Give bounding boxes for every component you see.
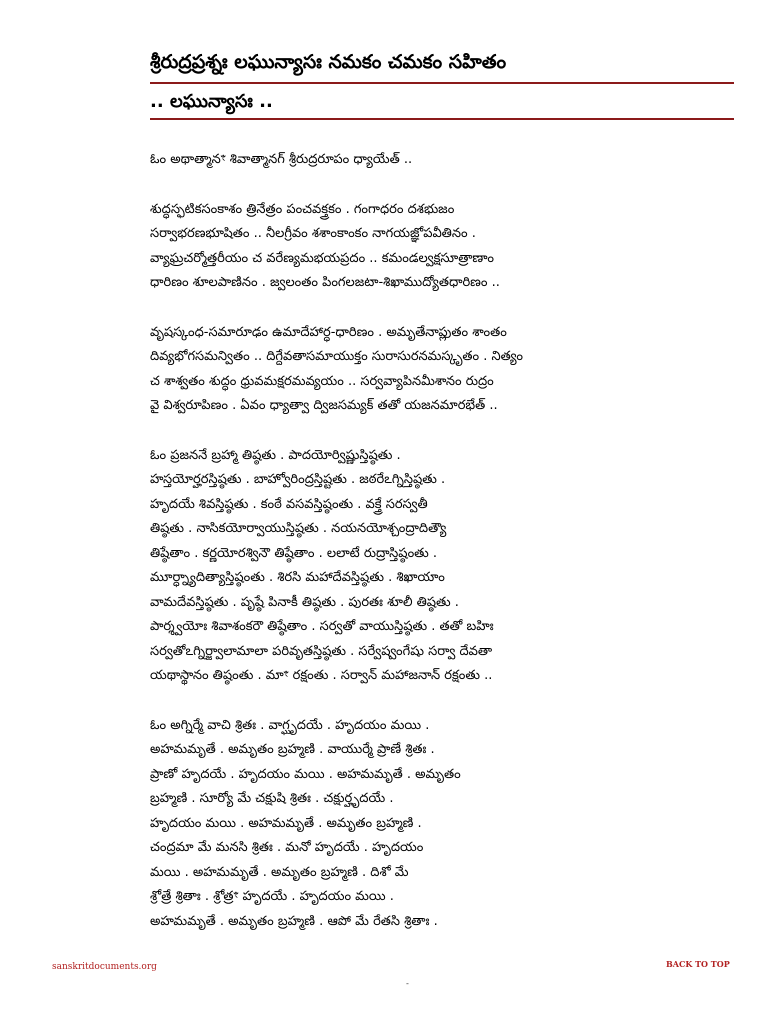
document-title: శ్రీరుద్రప్రశ్నః లఘున్యాసః నమకం చమకం సహితం — [150, 51, 507, 73]
verse-line: వామదేవస్తిష్ఠతు . పృష్ఠే పినాకీ తిష్ఠతు . పురతః శూలీ తిష్ఠతు . — [150, 594, 459, 610]
document-body — [150, 148, 734, 959]
verse-line: వృషస్కంధ-సమారూఢం ఉమాదేహార్ధ-ధారిణం . అమృతేనాప్లుతం శాంతం — [150, 324, 507, 340]
section-heading: .. లఘున్యాసః .. — [150, 91, 273, 112]
verse-line: తిష్ఠేతాం . కర్ణయోరశ్వినౌ తిష్ఠేతాం . లలాటే రుద్రాస్తిష్ఠంతు . — [150, 545, 438, 561]
verse-stanza — [150, 714, 734, 935]
verse-line: చ శాశ్వతం శుద్ధం ధ్రువమక్షరమవ్యయం .. సర్వవ్యాపినమీశానం రుద్రం — [150, 373, 494, 389]
section-divider — [150, 118, 734, 120]
verse-line: అహమమృతే . అమృతం బ్రహ్మణి . ఆపో మే రేతసి శ్రితాః . — [150, 913, 438, 929]
verse-line: దివ్యభోగసమన్వితం .. దిగ్దేవతాసమాయుక్తం సురాసురనమస్కృతం . నిత్యం — [150, 349, 523, 364]
verse-line: ఓం అగ్నిర్మే వాచి శ్రితః . వాగ్ఘృదయే . హృదయం మయి . — [150, 717, 430, 733]
verse-line: వ్యాఘ్రచర్మోత్తరీయం చ వరేణ్యమభయప్రదం .. కమండల్వక్షసూత్రాణాం — [150, 250, 495, 266]
verse-line: మయి . అహమమృతే . అమృతం బ్రహ్మణి . దిశో మే — [150, 864, 409, 880]
verse-line: యథాస్థానం తిష్ఠంతు . మాꣳ రక్షంతు . సర్వాన్ మహాజనాన్ రక్షంతు .. — [150, 668, 493, 683]
verse-stanza — [150, 198, 734, 296]
verse-line: చంద్రమా మే మనసి శ్రితః . మనో హృదయే . హృదయం — [150, 840, 424, 855]
verse-line: పార్శ్వయోః శివాశంకరౌ తిష్ఠేతాం . సర్వతో వాయుస్తిష్ఠతు . తతో బహిః — [150, 619, 494, 634]
site-link[interactable]: sanskritdocuments.org — [52, 962, 157, 972]
verse-line: మూర్ధ్న్యాదిత్యాస్తిష్ఠంతు . శిరసి మహాదేవస్తిష్ఠతు . శిఖాయాం — [150, 570, 445, 585]
verse-stanza — [150, 321, 734, 419]
verse-line: శ్రోత్రే శ్రితాః . శ్రోత్రꣳ హృదయే . హృదయం మయి . — [150, 889, 394, 904]
verse-stanza — [150, 444, 734, 689]
verse-line: ఓం అథాత్మానꣳ శివాత్మానగ్ శ్రీరుద్రరూపం ధ్యాయేత్ .. — [150, 152, 413, 167]
verse-line: సర్వాభరణభూషితం .. నీలగ్రీవం శశాంకాంకం నాగయజ్ఞోపవీతినం . — [150, 226, 476, 241]
page-marker: - — [406, 979, 409, 988]
verse-line: శుద్ధస్ఫటికసంకాశం త్రినేత్రం పంచవక్త్రకం . గంగాధరం దశభుజం — [150, 201, 455, 217]
verse-line: సర్వతోఽగ్నిర్జ్వాలామాలా పరివృతస్తిష్ఠతు . సర్వేష్వంగేషు సర్వా దేవతా — [150, 643, 493, 659]
title-divider — [150, 82, 734, 84]
verse-line: అహమమృతే . అమృతం బ్రహ్మణి . వాయుర్మే ప్రాణే శ్రితః . — [150, 742, 435, 757]
verse-line: హృదయం మయి . అహమమృతే . అమృతం బ్రహ్మణి . — [150, 815, 422, 831]
verse-line: ధారిణం శూలపాణినం . జ్వలంతం పింగలజటా-శిఖాముద్యోతధారిణం .. — [150, 275, 500, 290]
verse-line: తిష్ఠతు . నాసికయోర్వాయుస్తిష్ఠతు . నయనయోశ్చంద్రాదిత్యౌ — [150, 521, 447, 536]
verse-line: బ్రహ్మణి . సూర్యో మే చక్షుషి శ్రితః . చక్షుర్హృదయే . — [150, 791, 394, 806]
verse-stanza — [150, 148, 734, 173]
back-to-top-link[interactable]: BACK TO TOP — [666, 959, 730, 969]
verse-line: హృదయే శివస్తిష్ఠతు . కంఠే వసవస్తిష్ఠంతు . వక్త్రే సరస్వతీ — [150, 496, 428, 512]
verse-line: వై విశ్వరూపిణం . ఏవం ధ్యాత్వా ద్విజసమ్యక్ తతో యజనమారభేత్ .. — [150, 398, 498, 413]
verse-line: హస్తయోర్హరస్తిష్ఠతు . బాహ్వోరింద్రస్తిష్టతు . జఠరేఽగ్నిస్తిష్ఠతు . — [150, 472, 446, 487]
verse-line: ప్రాణో హృదయే . హృదయం మయి . అహమమృతే . అమృతం — [150, 766, 461, 782]
verse-line: ఓం ప్రజననే బ్రహ్మా తిష్ఠతు . పాదయోర్విష్ణుస్తిష్ఠతు . — [150, 447, 401, 463]
